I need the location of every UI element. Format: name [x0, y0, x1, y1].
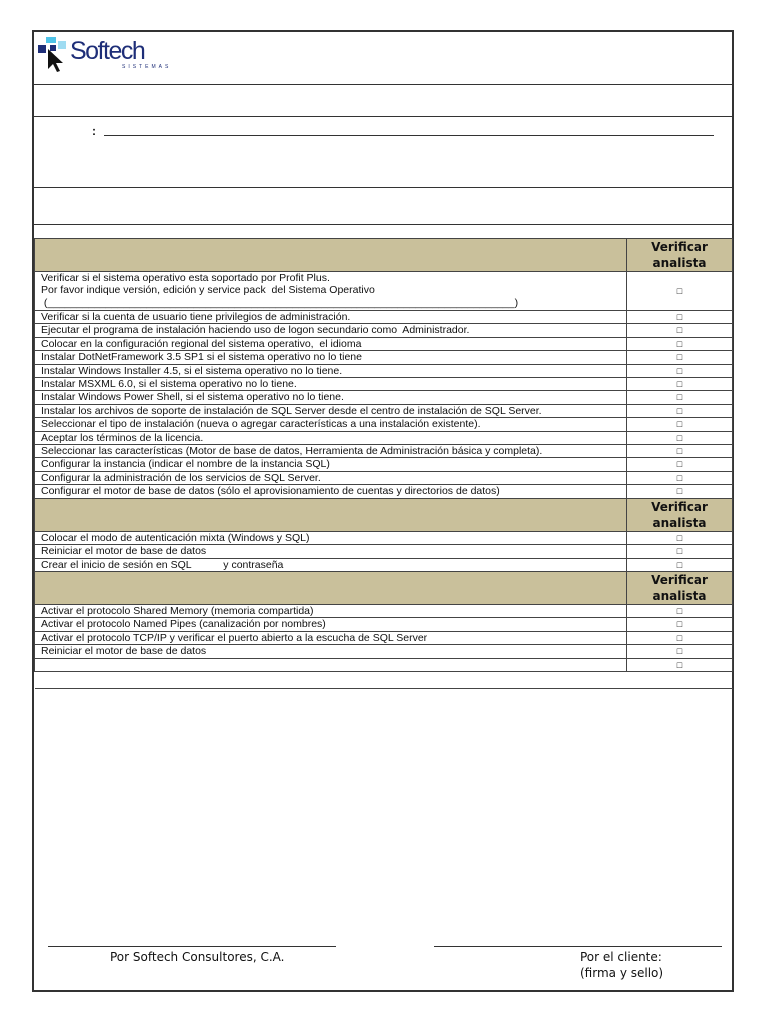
signature-line-left — [48, 946, 336, 947]
verify-checkbox[interactable]: □ — [627, 431, 733, 444]
checklist-table — [34, 238, 733, 689]
section-header-cell — [35, 239, 627, 272]
task-cell — [35, 618, 627, 631]
verify-checkbox[interactable]: □ — [627, 485, 733, 498]
task-cell — [35, 378, 627, 391]
task-text: Ejecutar el programa de instalación haciendo uso de logon secundario como Administrador. — [41, 324, 470, 337]
task-cell — [35, 445, 627, 458]
task-text: Colocar el modo de autenticación mixta (Windows y SQL) — [41, 531, 310, 544]
task-text: Configurar la administración de los servicios de SQL Server. — [41, 471, 321, 484]
task-cell — [35, 545, 627, 558]
checklist-row — [35, 545, 733, 558]
task-cell — [35, 431, 627, 444]
task-text: Aceptar los términos de la licencia. — [41, 431, 204, 444]
section-header-cell — [35, 498, 627, 531]
checklist-row — [35, 558, 733, 571]
task-text: Configurar la instancia (indicar el nombre de la instancia SQL) — [41, 458, 330, 471]
task-text: Instalar MSXML 6.0, si el sistema operativo no lo tiene. — [41, 378, 297, 391]
checklist-row — [35, 485, 733, 498]
checklist-row — [35, 445, 733, 458]
verify-checkbox[interactable]: □ — [627, 378, 733, 391]
signature-label-softech: Por Softech Consultores, C.A. — [110, 950, 285, 964]
verify-checkbox[interactable]: □ — [627, 658, 733, 671]
task-text: Instalar los archivos de soporte de instalación de SQL Server desde el centro de instalación de SQL Server. — [41, 404, 542, 417]
verify-checkbox[interactable]: □ — [627, 272, 733, 311]
section-header-row — [35, 498, 733, 531]
checklist-row — [35, 431, 733, 444]
logo-wordmark: Softech — [70, 37, 145, 65]
signature-label-stamp: (firma y sello) — [580, 966, 664, 980]
checklist-row — [35, 645, 733, 658]
task-text: Activar el protocolo TCP/IP y verificar el puerto abierto a la escucha de SQL Server — [41, 631, 428, 644]
section-header-cell — [35, 571, 627, 604]
checklist-row — [35, 458, 733, 471]
task-text: Instalar Windows Power Shell, si el sistema operativo no lo tiene. — [41, 391, 344, 404]
verify-checkbox[interactable]: □ — [627, 645, 733, 658]
task-text: Seleccionar las características (Motor de base de datos, Herramienta de Administración básica y completa). — [41, 445, 543, 458]
signature-label-client: Por el cliente: — [580, 950, 662, 964]
task-cell — [35, 311, 627, 324]
checklist-row — [35, 471, 733, 484]
field-label-colon: : — [92, 124, 96, 138]
section-header-row — [35, 571, 733, 604]
task-cell — [35, 391, 627, 404]
blank-cell — [35, 671, 733, 688]
task-cell — [35, 351, 627, 364]
form-frame — [32, 30, 734, 992]
task-text: (________________________________________________________________________________) — [41, 296, 519, 309]
task-cell — [35, 558, 627, 571]
verify-analyst-header: Verificar analista — [627, 239, 733, 272]
checklist-row — [35, 531, 733, 544]
task-cell — [35, 645, 627, 658]
verify-checkbox[interactable]: □ — [627, 531, 733, 544]
task-cell — [35, 458, 627, 471]
verify-checkbox[interactable]: □ — [627, 351, 733, 364]
checklist-row — [35, 337, 733, 350]
task-text: Seleccionar el tipo de instalación (nueva o agregar características a una instalación existente). — [41, 418, 481, 431]
task-cell — [35, 418, 627, 431]
task-cell — [35, 272, 627, 311]
task-text: Instalar DotNetFramework 3.5 SP1 si el sistema operativo no lo tiene — [41, 351, 362, 364]
verify-checkbox[interactable]: □ — [627, 631, 733, 644]
task-text: Por favor indique versión, edición y service pack del Sistema Operativo — [41, 284, 375, 297]
verify-checkbox[interactable]: □ — [627, 418, 733, 431]
task-text: Crear el inicio de sesión en SQL y contraseña — [41, 558, 284, 571]
logo-subtitle: SISTEMAS — [122, 64, 172, 70]
verify-checkbox[interactable]: □ — [627, 324, 733, 337]
softech-logo — [36, 35, 196, 79]
task-cell — [35, 324, 627, 337]
divider — [34, 187, 732, 188]
verify-checkbox[interactable]: □ — [627, 364, 733, 377]
task-cell — [35, 471, 627, 484]
checklist-row — [35, 631, 733, 644]
task-text: Reiniciar el motor de base de datos — [41, 645, 207, 658]
checklist-row — [35, 324, 733, 337]
verify-checkbox[interactable]: □ — [627, 404, 733, 417]
checklist-row — [35, 658, 733, 671]
divider — [34, 224, 732, 225]
verify-checkbox[interactable]: □ — [627, 311, 733, 324]
task-text: Configurar el motor de base de datos (sólo el aprovisionamiento de cuentas y directorios de datos) — [41, 485, 500, 498]
signature-line-right — [434, 946, 722, 947]
checklist-row — [35, 618, 733, 631]
verify-checkbox[interactable]: □ — [627, 545, 733, 558]
checklist-row — [35, 364, 733, 377]
task-cell — [35, 631, 627, 644]
field-underline — [104, 135, 714, 136]
checklist-row — [35, 378, 733, 391]
task-cell — [35, 364, 627, 377]
verify-checkbox[interactable]: □ — [627, 558, 733, 571]
blank-row — [35, 671, 733, 688]
section-header-row — [35, 239, 733, 272]
checklist-row — [35, 351, 733, 364]
verify-checkbox[interactable]: □ — [627, 337, 733, 350]
verify-checkbox[interactable]: □ — [627, 458, 733, 471]
divider — [34, 116, 732, 117]
task-text: Verificar si el sistema operativo esta soportado por Profit Plus. — [41, 272, 330, 284]
task-text: Activar el protocolo Named Pipes (canalización por nombres) — [41, 618, 326, 631]
checklist-row — [35, 604, 733, 617]
checklist-row — [35, 311, 733, 324]
task-cell — [35, 531, 627, 544]
verify-analyst-header: Verificar analista — [627, 498, 733, 531]
task-text: Verificar si la cuenta de usuario tiene privilegios de administración. — [41, 311, 351, 323]
task-cell — [35, 404, 627, 417]
verify-checkbox[interactable]: □ — [627, 391, 733, 404]
task-cell — [35, 485, 627, 498]
checklist-row — [35, 391, 733, 404]
task-cell — [35, 337, 627, 350]
checklist-row — [35, 272, 733, 311]
verify-checkbox[interactable]: □ — [627, 471, 733, 484]
task-text: Reiniciar el motor de base de datos — [41, 545, 207, 558]
checklist-row — [35, 418, 733, 431]
task-cell — [35, 658, 627, 671]
verify-checkbox[interactable]: □ — [627, 604, 733, 617]
divider — [34, 84, 732, 85]
task-text: Instalar Windows Installer 4.5, si el sistema operativo no lo tiene. — [41, 364, 343, 377]
verify-checkbox[interactable]: □ — [627, 618, 733, 631]
task-text: Activar el protocolo Shared Memory (memoria compartida) — [41, 604, 314, 617]
checklist-row — [35, 404, 733, 417]
task-cell — [35, 604, 627, 617]
verify-analyst-header: Verificar analista — [627, 571, 733, 604]
task-text: Colocar en la configuración regional del sistema operativo, el idioma — [41, 337, 362, 350]
verify-checkbox[interactable]: □ — [627, 445, 733, 458]
